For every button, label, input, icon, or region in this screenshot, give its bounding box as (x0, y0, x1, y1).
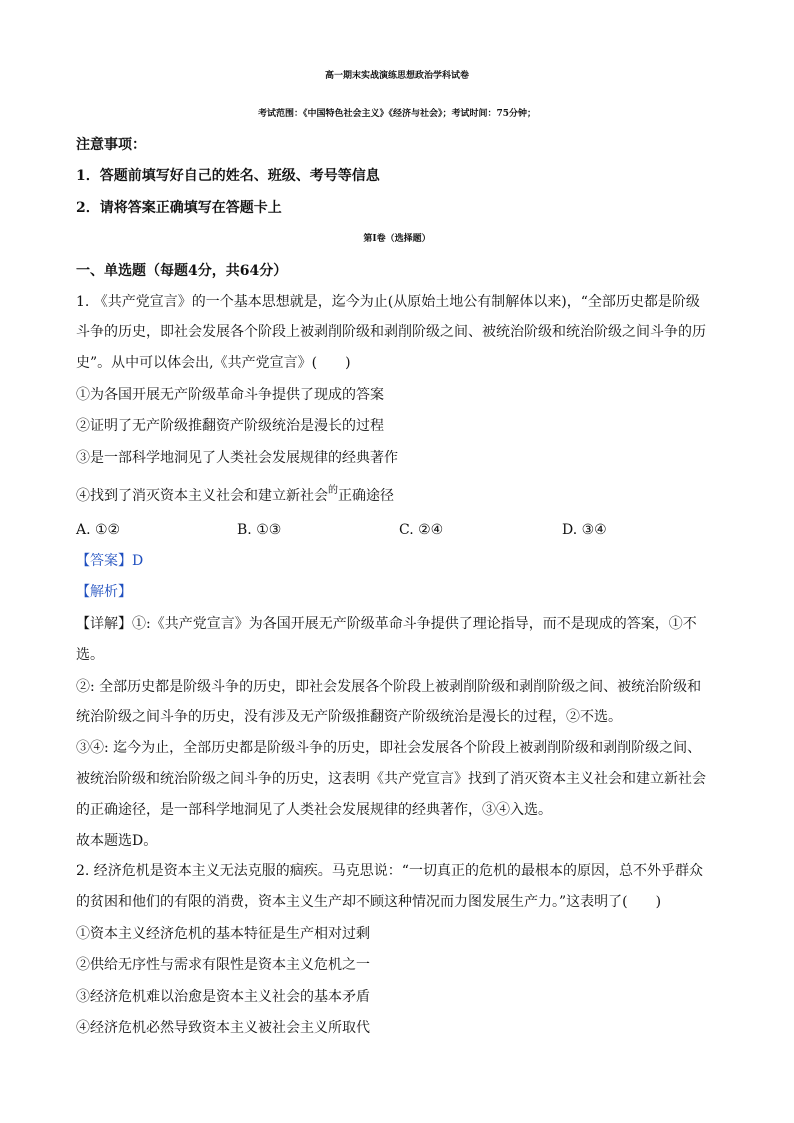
q1-detail-line-1: 【详解】①:《共产党宣言》为各国开展无产阶级革命斗争提供了理论指导，而不是现成的答案，①不 (76, 616, 697, 632)
q1-detail-line-6: 被统治阶级和统治阶级之间斗争的历史，这表明《共产党宣言》找到了消灭资本主义社会和建立新社会 (76, 771, 706, 787)
q1-option-d: D. ③④ (562, 522, 607, 538)
q2-item-1: ①资本主义经济危机的基本特征是生产相对过剩 (76, 926, 370, 942)
q1-item-4-part-c: 正确途径 (338, 488, 394, 504)
q1-detail-line-4: 统治阶级之间斗争的历史，没有涉及无产阶级推翻资产阶级统治是漫长的过程，②不选。 (76, 709, 622, 725)
q1-item-4-superscript: 的 (328, 485, 338, 496)
q1-option-b: B. ①③ (237, 522, 282, 538)
q1-detail-line-3: ②: 全部历史都是阶级斗争的历史，即社会发展各个阶段上被剥削阶级和剥削阶级之间、被统治阶级和 (76, 679, 702, 695)
note-2: 2．请将答案正确填写在答题卡上 (76, 200, 282, 216)
q2-item-3: ③经济危机难以治愈是资本主义社会的基本矛盾 (76, 989, 370, 1005)
q2-item-2: ②供给无序性与需求有限性是资本主义危机之一 (76, 957, 370, 973)
q1-option-c: C. ②④ (399, 522, 444, 538)
q1-stem-line-2: 斗争的历史，即社会发展各个阶段上被剥削阶级和剥削阶级之间、被统治阶级和统治阶级之间斗争的历 (76, 324, 706, 340)
q1-item-4 (76, 486, 394, 508)
q1-stem-line-1: 1. 《共产党宣言》的一个基本思想就是，迄今为止(从原始土地公有制解体以来)，“全部历史都是阶级 (76, 294, 700, 310)
q1-detail-line-7: 的正确途径，是一部科学地洞见了人类社会发展规律的经典著作，③④入选。 (76, 802, 552, 818)
q1-item-2: ②证明了无产阶级推翻资产阶级统治是漫长的过程 (76, 418, 384, 434)
q1-detail-line-2: 选。 (76, 647, 104, 663)
q1-answer: 【答案】D (76, 553, 144, 569)
q1-item-4-part-a: ④找到了消灭资本主义社会和建立新社会 (76, 488, 328, 504)
q1-item-1: ①为各国开展无产阶级革命斗争提供了现成的答案 (76, 387, 384, 403)
volume-heading: 第I卷（选择题） (363, 234, 431, 244)
exam-scope: 考试范围：《中国特色社会主义》《经济与社会》；考试时间：75分钟； (257, 109, 537, 119)
q1-stem-line-3: 史”。从中可以体会出,《共产党宣言》( ) (76, 355, 351, 371)
q1-detail-line-5: ③④: 迄今为止，全部历史都是阶级斗争的历史，即社会发展各个阶段上被剥削阶级和剥削阶级之间、 (76, 740, 702, 756)
part-heading: 一、单选题（每题4分，共64分） (76, 263, 288, 279)
q1-option-a: A. ①② (76, 522, 121, 538)
q1-item-3: ③是一部科学地洞见了人类社会发展规律的经典著作 (76, 450, 398, 466)
q2-stem-line-2: 的贫困和他们的有限的消费，资本主义生产却不顾这种情况而力图发展生产力。”这表明了( ) (76, 894, 662, 910)
q1-detail-line-8: 故本题选D。 (76, 833, 158, 849)
q1-analysis-heading: 【解析】 (76, 584, 132, 600)
note-1: 1．答题前填写好自己的姓名、班级、考号等信息 (76, 168, 380, 184)
notes-heading: 注意事项： (76, 137, 146, 153)
q2-item-4: ④经济危机必然导致资本主义被社会主义所取代 (76, 1020, 370, 1036)
q2-stem-line-1: 2. 经济危机是资本主义无法克服的痼疾。马克思说：“一切真正的危机的最根本的原因，总不外乎群众 (76, 863, 703, 879)
exam-title: 高一期末实战演练思想政治学科试卷 (324, 71, 469, 81)
